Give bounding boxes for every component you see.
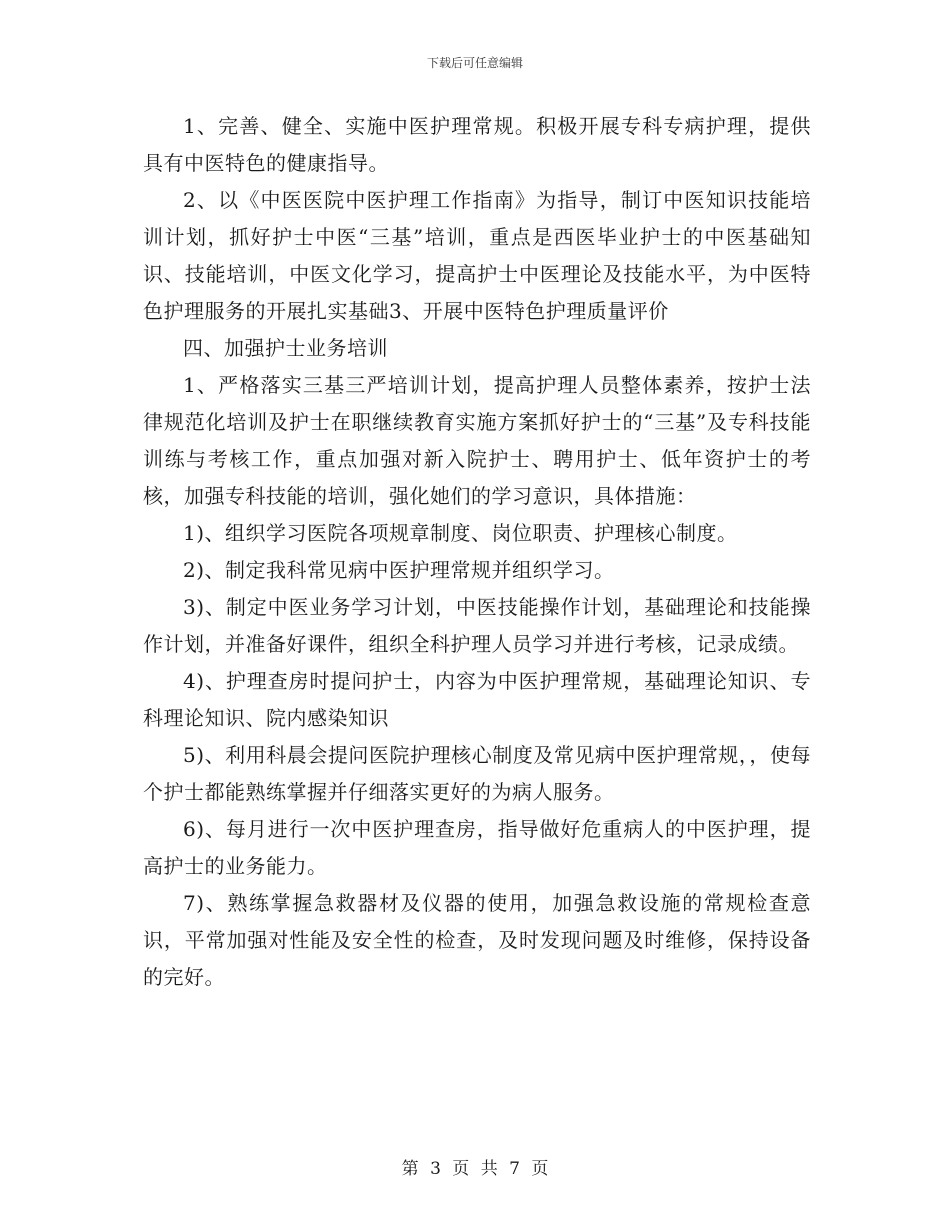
list-item-1: 1)、组织学习医院各项规章制度、岗位职责、护理核心制度。 (183, 521, 738, 545)
page-footer: 第 3 页 共 7 页 (401, 1159, 549, 1179)
section-heading: 四、加强护士业务培训 (183, 336, 388, 360)
paragraph-1: 1、完善、健全、实施中医护理常规。积极开展专科专病护理，提供具有中医特色的健康指导。 (143, 114, 811, 175)
list-item-4: 4)、护理查房时提问护士，内容为中医护理常规，基础理论知识、专科理论知识、院内感染知识 (143, 669, 811, 730)
list-item-2: 2)、制定我科常见病中医护理常规并组织学习。 (183, 558, 615, 582)
list-item-3: 3)、制定中医业务学习计划，中医技能操作计划，基础理论和技能操作计划，并准备好课件，组织全科护理人员学习并进行考核，记录成绩。 (143, 595, 811, 656)
paragraph-2: 2、以《中医医院中医护理工作指南》为指导，制订中医知识技能培训计划，抓好护士中医“三基”培训，重点是西医毕业护士的中医基础知识、技能培训，中医文化学习，提高护士中医理论及技能水平，为中医特色护理服务的开展扎实基础3、开展中医特色护理质量评价 (143, 188, 811, 323)
paragraph-3: 1、严格落实三基三严培训计划，提高护理人员整体素养，按护士法律规范化培训及护士在职继续教育实施方案抓好护士的“三基”及专科技能训练与考核工作，重点加强对新入院护士、聘用护士、低年资护士的考核，加强专科技能的培训，强化她们的学习意识，具体措施： (143, 373, 811, 508)
list-item-5: 5)、利用科晨会提问医院护理核心制度及常见病中医护理常规，，使每个护士都能熟练掌握并仔细落实更好的为病人服务。 (143, 743, 811, 804)
page-header: 下载后可任意编辑 (426, 56, 523, 70)
document-body (143, 108, 811, 996)
list-item-6: 6)、每月进行一次中医护理查房，指导做好危重病人的中医护理，提高护士的业务能力。 (143, 817, 811, 878)
list-item-7: 7)、熟练掌握急救器材及仪器的使用，加强急救设施的常规检查意识，平常加强对性能及安全性的检查，及时发现问题及时维修，保持设备的完好。 (143, 891, 811, 989)
